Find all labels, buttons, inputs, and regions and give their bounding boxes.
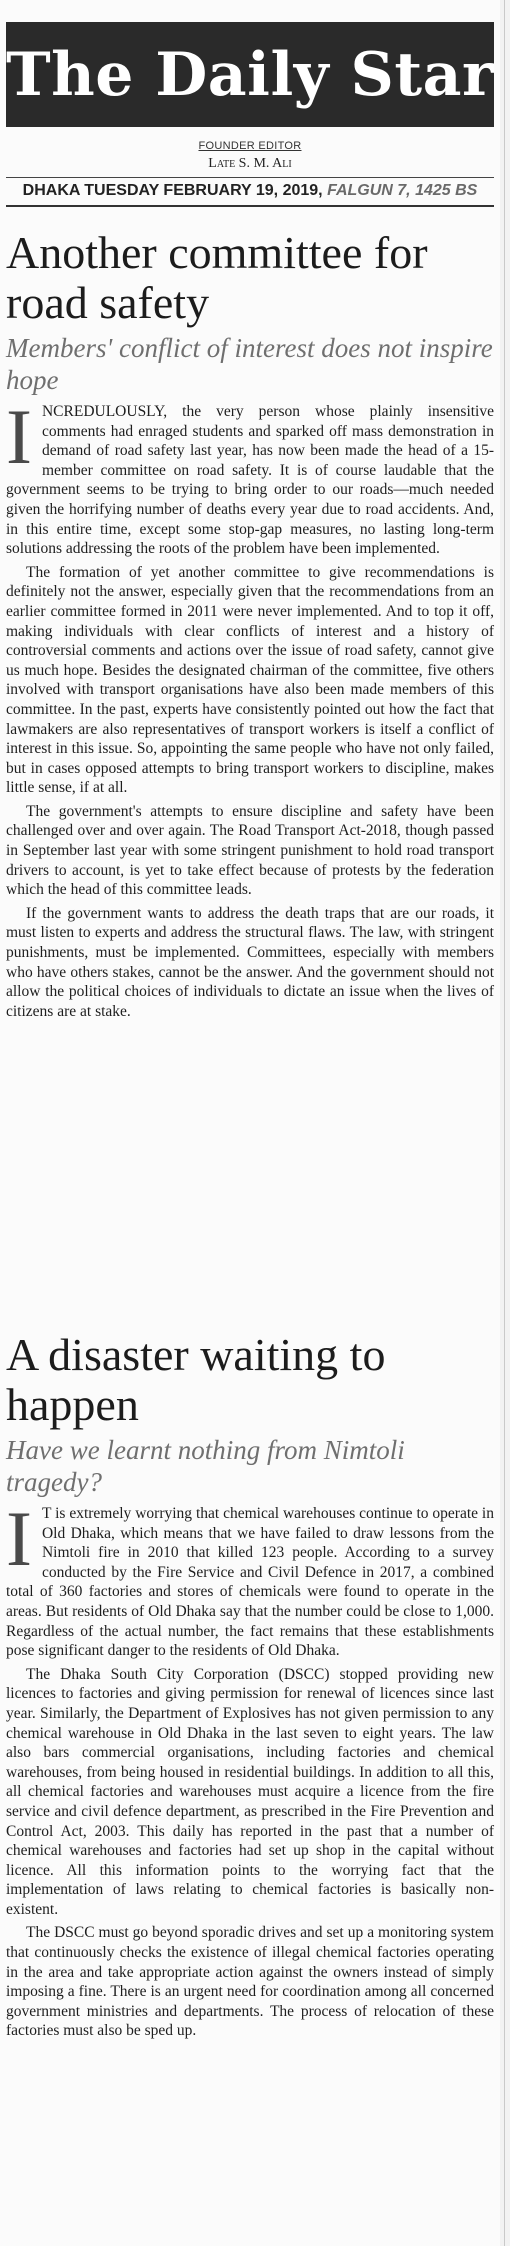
dateline-rule-top (6, 177, 494, 178)
article-subhead: Have we learnt nothing from Nimtoli tragedy? (6, 1435, 405, 1497)
founder-editor-label: FOUNDER EDITOR (198, 140, 302, 152)
drop-cap: I (6, 1495, 32, 1582)
article-headline: Another committee for road safety (6, 227, 428, 328)
editorial-road-safety (6, 228, 494, 1025)
dateline-bengali-date: FALGUN 7, 1425 BS (327, 182, 478, 199)
article-paragraph-text: NCREDULOUSLY, the very person whose plainly insensitive comments had enraged students and sparked off mass demonstration in demand of road safety last year, has now been made the head of a 15-member committee on road safety. It is of course laudable that the government seems to be trying to bring order to our roads—much needed given the horrifying number of deaths every year due to road accidents. And, in this entire time, except some stop-gap measures, no lasting long-term solutions addressing the roots of the problem have been implemented. (6, 403, 494, 558)
editorial-chemical-warehouses (6, 1330, 494, 2045)
article-body (6, 393, 494, 1021)
article-paragraph: The Dhaka South City Corporation (DSCC) stopped providing new licences to factories and giving permission for renewal of licences since last year. Similarly, the Department of Explosives has not given permission to any chemical warehouse in Old Dhaka in the last seven to eight years. The law also bars commercial organisations, including factories and chemical warehouses, from being housed in residential buildings. In addition to all this, all chemical factories and warehouses must acquire a licence from the fire service and civil defence department, as prescribed in the Fire Prevention and Control Act, 2003. This daily has reported in the past that a number of chemical warehouses and factories had set up shop in the capital without licence. All this information points to the worrying fact that the implementation of laws relating to chemical factories is basically non-existent. (6, 1665, 494, 1918)
drop-cap: I (6, 393, 32, 480)
article-paragraph (6, 1495, 494, 1661)
article-paragraph (6, 393, 494, 559)
article-body (6, 1495, 494, 2041)
article-paragraph: The government's attempts to ensure discipline and safety have been challenged over and over again. The Road Transport Act-2018, though passed in September last year with some stringent punishment to hold road transport drivers to account, is yet to take effect because of protests by the federation which the head of this committee leads. (6, 802, 494, 899)
article-paragraph-text: T is extremely worrying that chemical warehouses continue to operate in Old Dhaka, which means that we have failed to draw lessons from the Nimtoli fire in 2010 that killed 123 people. According to a survey conducted by the Fire Service and Civil Defence in 2017, a combined total of 360 factories and stores of chemicals were found to operate in the areas. But residents of Old Dhaka say that the number could be close to 1,000. Regardless of the actual number, the fact remains that these establishments pose significant danger to the residents of Old Dhaka. (6, 1505, 494, 1660)
article-headline: A disaster waiting to happen (6, 1329, 386, 1430)
dateline-date: DHAKA TUESDAY FEBRUARY 19, 2019, (22, 182, 323, 199)
article-paragraph: The formation of yet another committee to give recommendations is definitely not the answer, especially given that the recommendations from an earlier committee formed in 2011 were never implemented. And to top it off, making individuals with clear conflicts of interest and a history of controversial comments and actions over the issue of road safety, cannot give us much hope. Besides the designated chairman of the committee, five others involved with transport organisations have also been made members of this committee. In the past, experts have consistently pointed out how the fact that lawmakers are also representatives of transport workers is itself a conflict of interest in this issue. So, appointing the same people who have not only failed, but in cases opposed attempts to bring transport workers to discipline, makes little sense, if at all. (6, 563, 494, 797)
article-paragraph: If the government wants to address the death traps that are our roads, it must listen to experts and address the structural flaws. The law, with stringent punishments, must be implemented. Committees, especially with members who have others stakes, cannot be the answer. And the government should not allow the political choices of individuals to dictate an issue when the lives of citizens are at stake. (6, 904, 494, 1020)
adjacent-column-edge (500, 0, 510, 2246)
article-paragraph: The DSCC must go beyond sporadic drives and set up a monitoring system that continuously checks the existence of illegal chemical factories operating in the area and take appropriate action against the owners instead of simply imposing a fine. There is an urgent need for coordination among all concerned government ministries and departments. The process of relocation of these factories must also be sped up. (6, 1924, 494, 2040)
masthead (6, 22, 494, 127)
masthead-title: The Daily Star (5, 39, 495, 110)
founder-editor-name: Late S. M. Ali (208, 156, 292, 171)
article-subhead: Members' conflict of interest does not inspire hope (6, 333, 493, 395)
dateline-rule-bottom (6, 205, 494, 207)
column-divider (504, 0, 505, 2246)
dateline (0, 182, 500, 200)
